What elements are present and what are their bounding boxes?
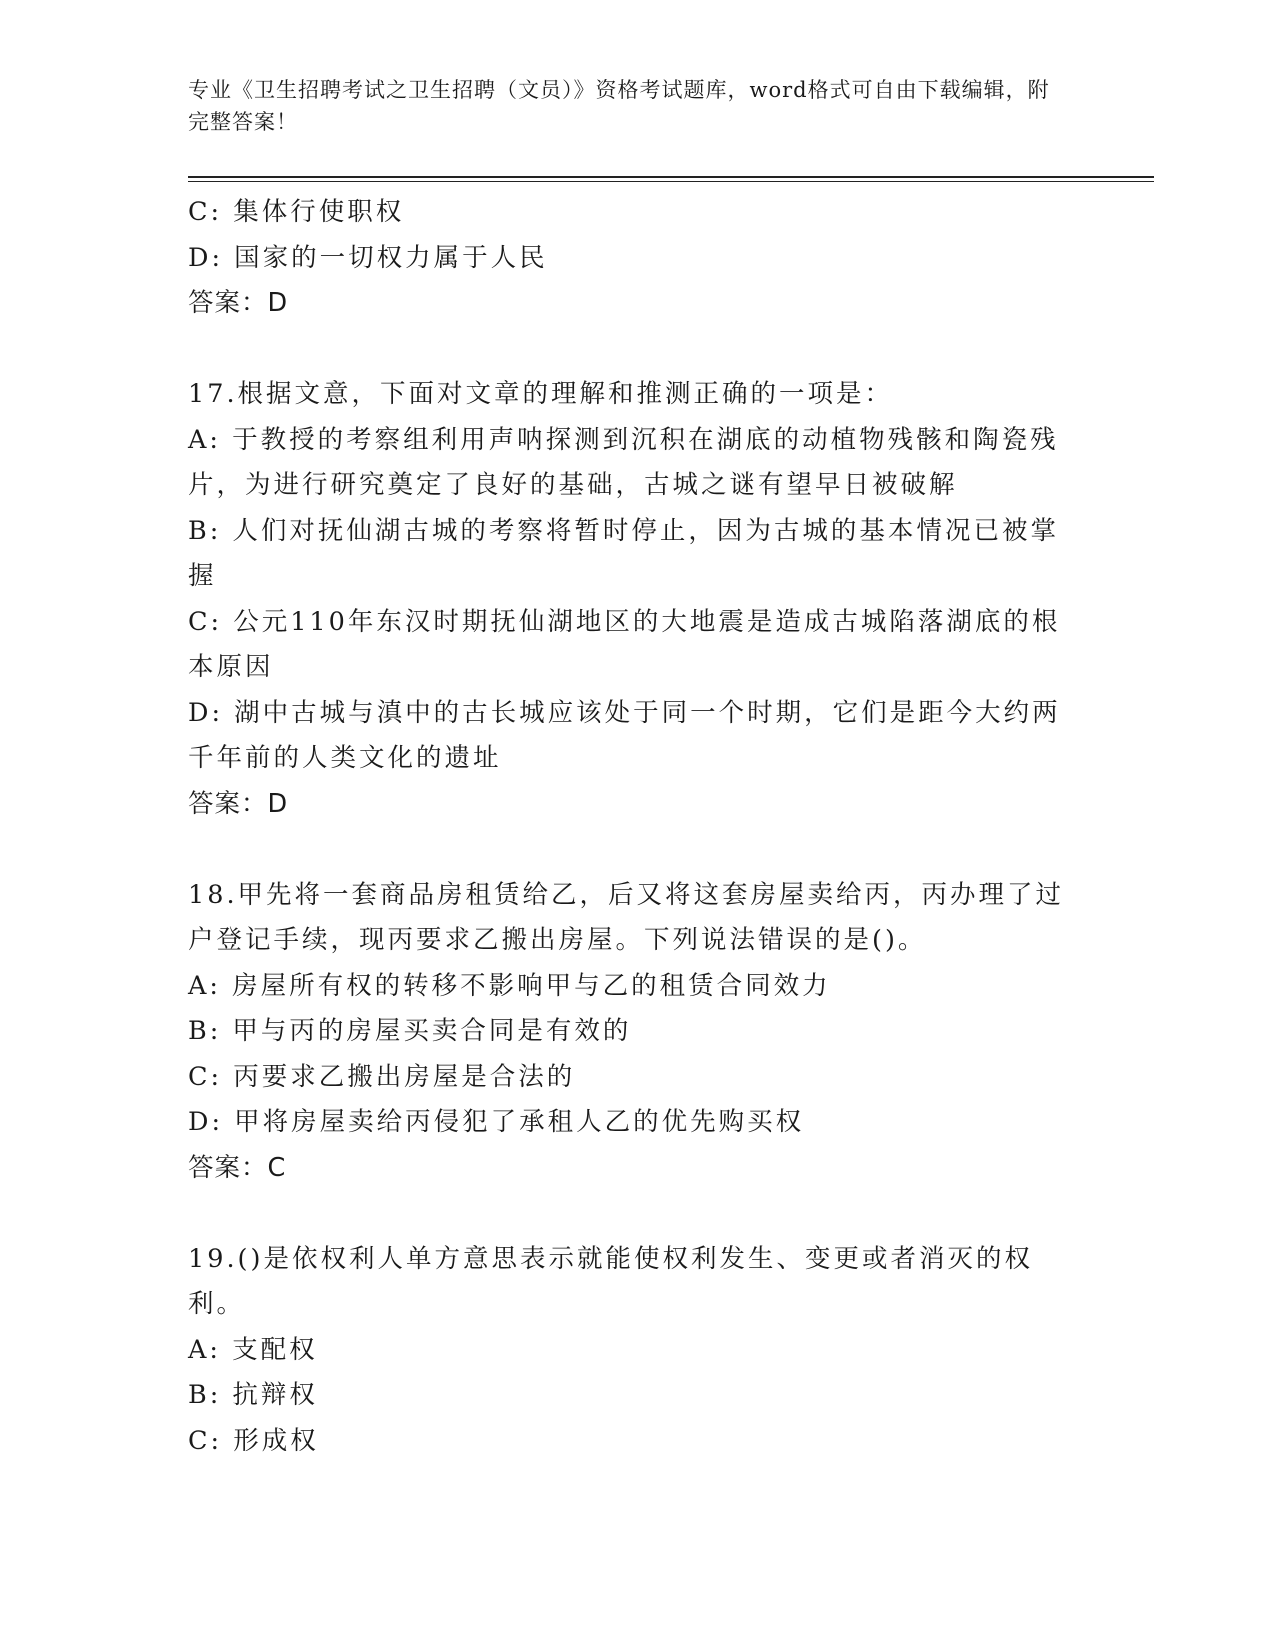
question-stem-18: 18.甲先将一套商品房租赁给乙，后又将这套房屋卖给丙，丙办理了过户登记手续，现丙要求乙搬出房屋。下列说法错误的是()。 [188,879,1065,955]
option-d: D: 甲将房屋卖给丙侵犯了承租人乙的优先购买权 [188,1107,805,1137]
option-b: B: 人们对抚仙湖古城的考察将暂时停止，因为古城的基本情况已被掌握 [188,515,1059,591]
question-list [188,190,1078,1464]
option-b: B: 抗辩权 [188,1380,318,1410]
question-stem-19: 19.()是依权利人单方意思表示就能使权利发生、变更或者消灭的权利。 [188,1243,1033,1319]
question-stem-17: 17.根据文意，下面对文章的理解和推测正确的一项是： [188,379,894,409]
option-d: D: 国家的一切权力属于人民 [188,242,548,273]
option-a: A: 房屋所有权的转移不影响甲与乙的租赁合同效力 [188,970,831,1001]
header-divider [188,176,1154,178]
option-c: C: 形成权 [188,1425,319,1456]
answer-line: 答案：D [188,288,289,318]
header-divider-thin [188,181,1154,182]
document-header: 专业《卫生招聘考试之卫生招聘（文员）》资格考试题库，word格式可自由下载编辑，附完整答案！ [188,78,1050,134]
option-b: B: 甲与丙的房屋买卖合同是有效的 [188,1016,632,1046]
option-c: C: 丙要求乙搬出房屋是合法的 [188,1061,576,1092]
answer-line: 答案：C [188,1152,287,1183]
option-c: C: 集体行使职权 [188,197,405,227]
option-a: A: 支配权 [188,1334,318,1365]
option-d: D: 湖中古城与滇中的古长城应该处于同一个时期，它们是距今大约两千年前的人类文化的遗址 [188,697,1061,773]
option-a: A: 于教授的考察组利用声呐探测到沉积在湖底的动植物残骸和陶瓷残片，为进行研究奠定了良好的基础，古城之谜有望早日被破解 [188,424,1059,500]
answer-line: 答案：D [188,788,289,819]
option-c: C: 公元110年东汉时期抚仙湖地区的大地震是造成古城陷落湖底的根本原因 [188,606,1061,682]
